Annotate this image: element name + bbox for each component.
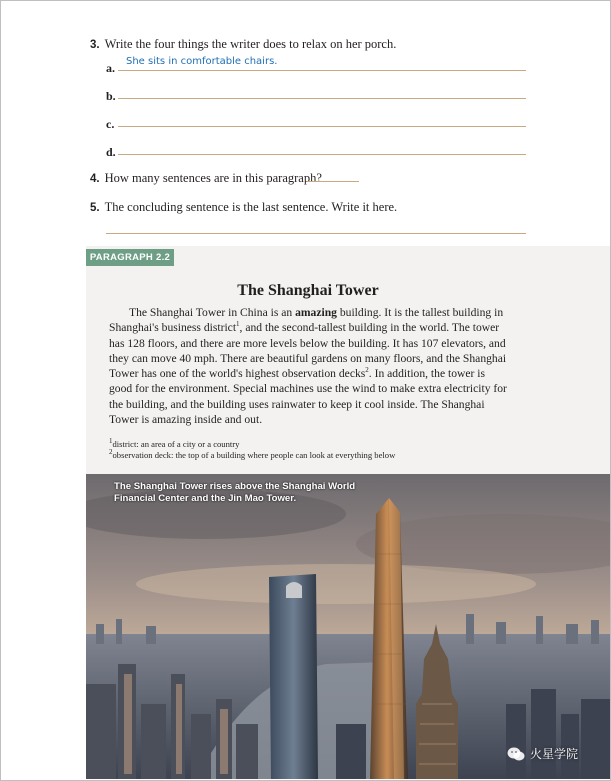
option-d-line[interactable]: [118, 154, 526, 155]
footnote-1-mark: 1: [109, 437, 113, 446]
option-a-label: a.: [106, 61, 115, 75]
body-text-4: . In addition, the tower is good for the environment. Special machines use the wind to make extra electricity for the building, and the building uses rainwater to keep it cool inside. The Shanghai Tower is amazing inside and out.: [109, 367, 507, 427]
option-a-line[interactable]: [118, 70, 526, 71]
question-5-text: The concluding sentence is the last sentence. Write it here.: [104, 200, 398, 214]
paragraph-badge: PARAGRAPH 2.2: [86, 249, 174, 266]
body-text-1: The Shanghai Tower in China is an: [129, 306, 296, 319]
option-b-line[interactable]: [118, 98, 526, 99]
question-3: [90, 37, 396, 53]
wechat-icon: [507, 746, 525, 762]
option-c-label: c.: [106, 117, 115, 131]
option-c-line[interactable]: [118, 126, 526, 127]
option-b-label: b.: [106, 89, 116, 103]
footnote-2-mark: 2: [109, 448, 113, 457]
footnote-2-text: observation deck: the top of a building where people can look at everything below: [112, 450, 396, 460]
question-4-answer-line[interactable]: [307, 181, 359, 182]
footnote-2: [109, 450, 395, 461]
paragraph-body: [109, 305, 509, 427]
question-5: [90, 200, 397, 216]
option-a-answer[interactable]: She sits in comfortable chairs.: [126, 56, 278, 67]
body-bold-word: amazing: [295, 306, 337, 319]
question-4: [90, 171, 322, 187]
photo-caption: The Shanghai Tower rises above the Shanghai World Financial Center and the Jin Mao Tower.: [114, 481, 356, 504]
watermark: [507, 745, 578, 762]
footnote-1: [109, 439, 239, 450]
footnote-ref-1: 1: [236, 320, 240, 329]
question-5-answer-line[interactable]: [106, 233, 526, 234]
body-text-2: building. It is the tallest building in Shanghai's business district: [109, 306, 504, 335]
shanghai-skyline-photo: [86, 474, 610, 779]
paragraph-title: The Shanghai Tower: [237, 282, 379, 299]
question-4-text: How many sentences are in this paragraph?: [104, 171, 322, 185]
body-text-3: , and the second-tallest building in the world. The tower has 128 floors, and there are more levels below the building. It has 107 elevators, and they can move 40 mph. There are beautiful gardens on many floors, and the Shanghai Tower has one of the world's highest observation decks: [109, 321, 507, 381]
question-3-number: 3.: [90, 39, 100, 51]
footnote-1-text: district: an area of a city or a country: [112, 439, 240, 449]
option-d-label: d.: [106, 145, 116, 159]
watermark-text: 火星学院: [530, 747, 579, 761]
footnote-ref-2: 2: [365, 366, 369, 375]
question-4-number: 4.: [90, 173, 100, 185]
question-5-number: 5.: [90, 202, 100, 214]
question-3-text: Write the four things the writer does to relax on her porch.: [104, 37, 397, 51]
